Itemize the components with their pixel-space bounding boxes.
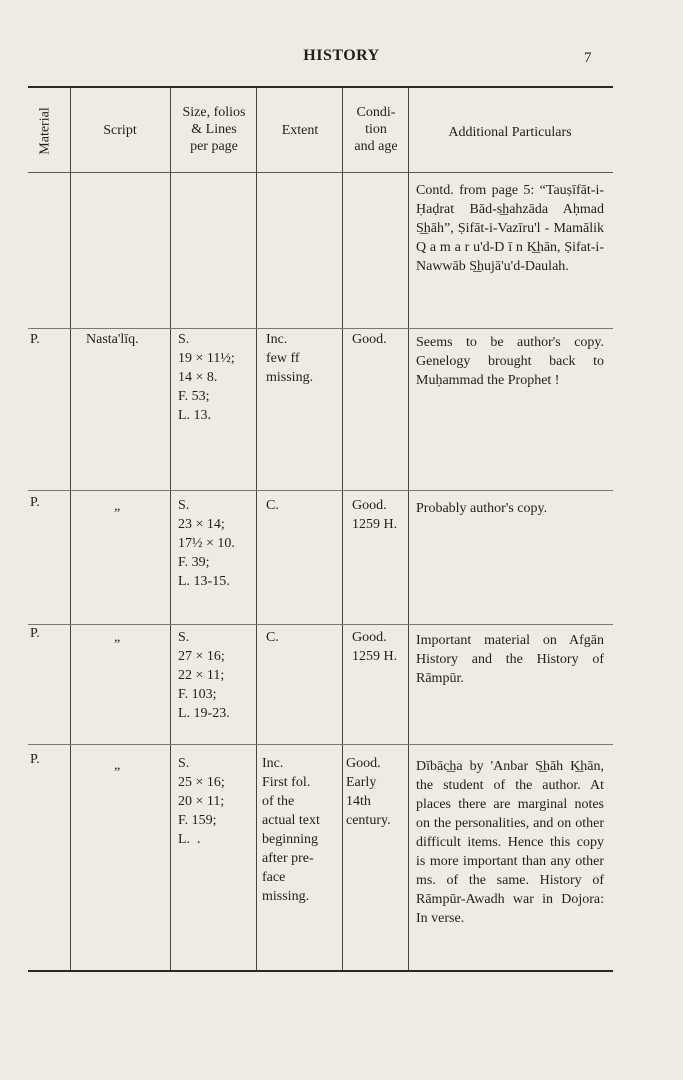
- condition-cell: Good. Early 14th century.: [346, 756, 391, 828]
- particulars-cell: Dībāc͟ha by 'Anbar S͟hāh K͟hān, the student of the author. At places there are marginal notes on the personalities, and on other difficult items. Hence this copy is more important than any other ms. of the same. History of Rāmpūr-Awadh war in Dojora: In verse.: [416, 759, 604, 926]
- column-divider: [256, 88, 257, 970]
- table-top-rule: [28, 86, 613, 88]
- extent-cell: Inc. First fol. of the actual text beginning after pre- face missing.: [262, 756, 320, 904]
- header-bottom-rule: [28, 172, 613, 173]
- row-separator: [28, 490, 613, 491]
- material-cell: P.: [30, 495, 40, 510]
- row-separator: [28, 624, 613, 625]
- script-cell: „: [114, 758, 121, 773]
- page-title: HISTORY: [303, 47, 380, 64]
- script-cell: „: [114, 499, 121, 514]
- condition-cell: Good.: [352, 332, 387, 347]
- column-header-script: Script: [103, 123, 137, 138]
- material-cell: P.: [30, 332, 40, 347]
- particulars-cell: Seems to be author's copy. Genelogy brought back to Muḥammad the Prophet !: [416, 335, 604, 388]
- particulars-cell: Contd. from page 5: “Tauṣīfāt-i-Ḥaḍrat Bād-s͟hahzāda Aḥmad S͟hāh”, Ṣifāt-i-Vazīru'l - Mamālik Q a m a r u'd-D ī n K͟hān, Ṣifat-i-Nawwāb S͟hujā'u'd-Daulah.: [416, 183, 604, 274]
- extent-cell: C.: [266, 630, 279, 645]
- particulars-cell: Important material on Afgān History and the History of Rāmpūr.: [416, 633, 604, 686]
- column-divider: [170, 88, 171, 970]
- column-header-size: Size, folios & Lines per page: [182, 105, 246, 154]
- table-bottom-rule: [28, 970, 613, 972]
- column-divider: [70, 88, 71, 970]
- material-cell: P.: [30, 626, 40, 641]
- column-divider: [408, 88, 409, 970]
- size-cell: S. 25 × 16; 20 × 11; F. 159; L. .: [178, 756, 225, 847]
- row-separator: [28, 328, 613, 329]
- column-header-material: Material: [38, 107, 54, 155]
- script-cell: Nasta'līq.: [86, 332, 139, 347]
- extent-cell: C.: [266, 498, 279, 513]
- column-header-extent: Extent: [281, 123, 319, 138]
- size-cell: S. 27 × 16; 22 × 11; F. 103; L. 19-23.: [178, 630, 230, 721]
- size-cell: S. 23 × 14; 17½ × 10. F. 39; L. 13-15.: [178, 498, 235, 589]
- material-cell: P.: [30, 752, 40, 767]
- column-header-particulars: Additional Particulars: [448, 125, 572, 140]
- script-cell: „: [114, 630, 121, 645]
- column-header-condition: Condi- tion and age: [354, 105, 398, 154]
- condition-cell: Good. 1259 H.: [352, 630, 398, 664]
- extent-cell: Inc. few ff missing.: [266, 332, 314, 385]
- particulars-cell: Probably author's copy.: [416, 501, 548, 516]
- size-cell: S. 19 × 11½; 14 × 8. F. 53; L. 13.: [178, 332, 235, 423]
- page-number: 7: [584, 50, 592, 66]
- column-divider: [342, 88, 343, 970]
- row-separator: [28, 744, 613, 745]
- condition-cell: Good. 1259 H.: [352, 498, 398, 532]
